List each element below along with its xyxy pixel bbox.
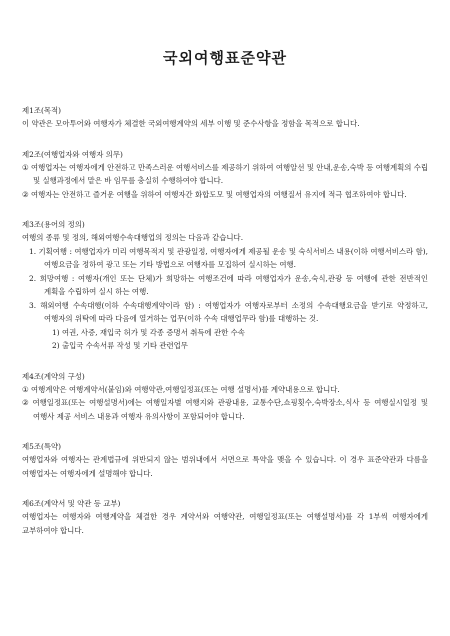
sub-item-text: 출입국 수속서류 작성 및 기타 관련업무 xyxy=(61,341,188,350)
document-title: 국외여행표준약관 xyxy=(163,49,287,67)
clause-text: 여행일정표(또는 여행설명서)에는 여행일자별 여행지와 관광내용, 교통수단,쇼핑횟수,숙박장소,식사 등 여행실시일정 및 여행사 제공 서비스 내용과 여행자 유의사항이 포함되어야 합니다. xyxy=(32,398,428,421)
clause-marker: ① xyxy=(22,384,29,394)
item-number: 2. xyxy=(29,273,37,283)
sub-item xyxy=(22,339,428,353)
item-text: 해외여행 수속대행(이하 수속대행계약이라 함) : 여행업자가 여행자로부터 소정의 수속대행요금을 받기로 약정하고, 여행자의 위탁에 따라 다음에 열거하는 업무(이하 수속 대행업무라 함)를 대행하는 것. xyxy=(40,300,428,323)
clause-marker: ① xyxy=(22,162,29,172)
article-paragraph: 이 약관은 모아투어와 여행자가 체결한 국외여행계약의 세부 이행 및 준수사항을 정함을 목적으로 합니다. xyxy=(22,119,360,128)
clause-item xyxy=(22,161,428,188)
article-heading: 제6조(계약서 및 약관 등 교부) xyxy=(22,499,121,508)
article-paragraph: 여행업자는 여행자와 여행계약을 체결한 경우 계약서와 여행약관, 여행일정표(또는 여행설명서)를 각 1부씩 여행자에게 교부하여야 합니다. xyxy=(22,512,428,535)
item-number: 3. xyxy=(29,300,37,310)
article-heading: 제4조(계약의 구성) xyxy=(22,371,85,381)
clause-text: 여행업자는 여행자에게 안전하고 만족스러운 여행서비스를 제공하기 위하여 여행알선 및 안내,운송,숙박 등 여행계획의 수립 및 실행과정에서 맡은 바 임무를 충실히 수행하여야 합니다. xyxy=(31,162,429,185)
item-text: 기획여행 : 여행업자가 미리 여행목적지 및 관광일정, 여행자에게 제공될 운송 및 숙식서비스 내용(이하 여행서비스라 함), 여행요금을 정하여 광고 또는 기타 방법으로 여행자를 모집하여 실시하는 여행. xyxy=(38,246,428,269)
item-text: 희망여행 : 여행자(개인 또는 단체)가 희망하는 여행조건에 따라 여행업자가 운송,숙식,관광 등 여행에 관한 전반적인 계획을 수립하여 실시 하는 여행. xyxy=(39,273,428,296)
article-5 xyxy=(22,440,428,480)
article-intro: 여행의 종류 및 정의, 해외여행수속대행업의 정의는 다음과 같습니다. xyxy=(22,233,244,242)
clause-marker: ② xyxy=(22,189,29,199)
numbered-item xyxy=(22,299,428,326)
article-heading: 제3조(용어의 정의) xyxy=(22,220,85,229)
numbered-item xyxy=(22,272,428,299)
article-paragraph: 여행업자와 여행자는 관계법규에 위반되지 않는 범위내에서 서면으로 특약을 맺을 수 있습니다. 이 경우 표준약관과 다름을 여행업자는 여행자에게 설명해야 합니다. xyxy=(22,455,428,478)
article-3 xyxy=(22,218,428,353)
clause-item xyxy=(22,383,428,397)
article-heading: 제5조(특약) xyxy=(22,442,62,451)
article-6 xyxy=(22,497,428,537)
article-heading: 제1조(목적) xyxy=(22,106,62,115)
item-number: 1. xyxy=(29,246,37,256)
article-heading: 제2조(여행업자와 여행자 의무) xyxy=(22,149,123,159)
sub-item-number: 2) xyxy=(52,341,60,350)
article-4 xyxy=(22,370,428,424)
numbered-item xyxy=(22,245,428,272)
sub-item-text: 여권, 사증, 재입국 허가 및 각종 증명서 취득에 관한 수속 xyxy=(61,327,245,337)
article-2 xyxy=(22,148,428,202)
sub-item-number: 1) xyxy=(52,327,60,337)
clause-marker: ② xyxy=(22,398,29,407)
clause-item xyxy=(22,188,428,202)
sub-item xyxy=(22,326,428,340)
clause-text: 여행자는 안전하고 즐거운 여행을 위하여 여행자간 화합도모 및 여행업자의 여행질서 유지에 적극 협조하여야 합니다. xyxy=(31,189,407,199)
article-1 xyxy=(22,104,428,131)
clause-item xyxy=(22,396,428,423)
clause-text: 여행계약은 여행계약서(붙임)와 여행약관,여행일정표(또는 여행 설명서)를 계약내용으로 합니다. xyxy=(31,384,340,394)
